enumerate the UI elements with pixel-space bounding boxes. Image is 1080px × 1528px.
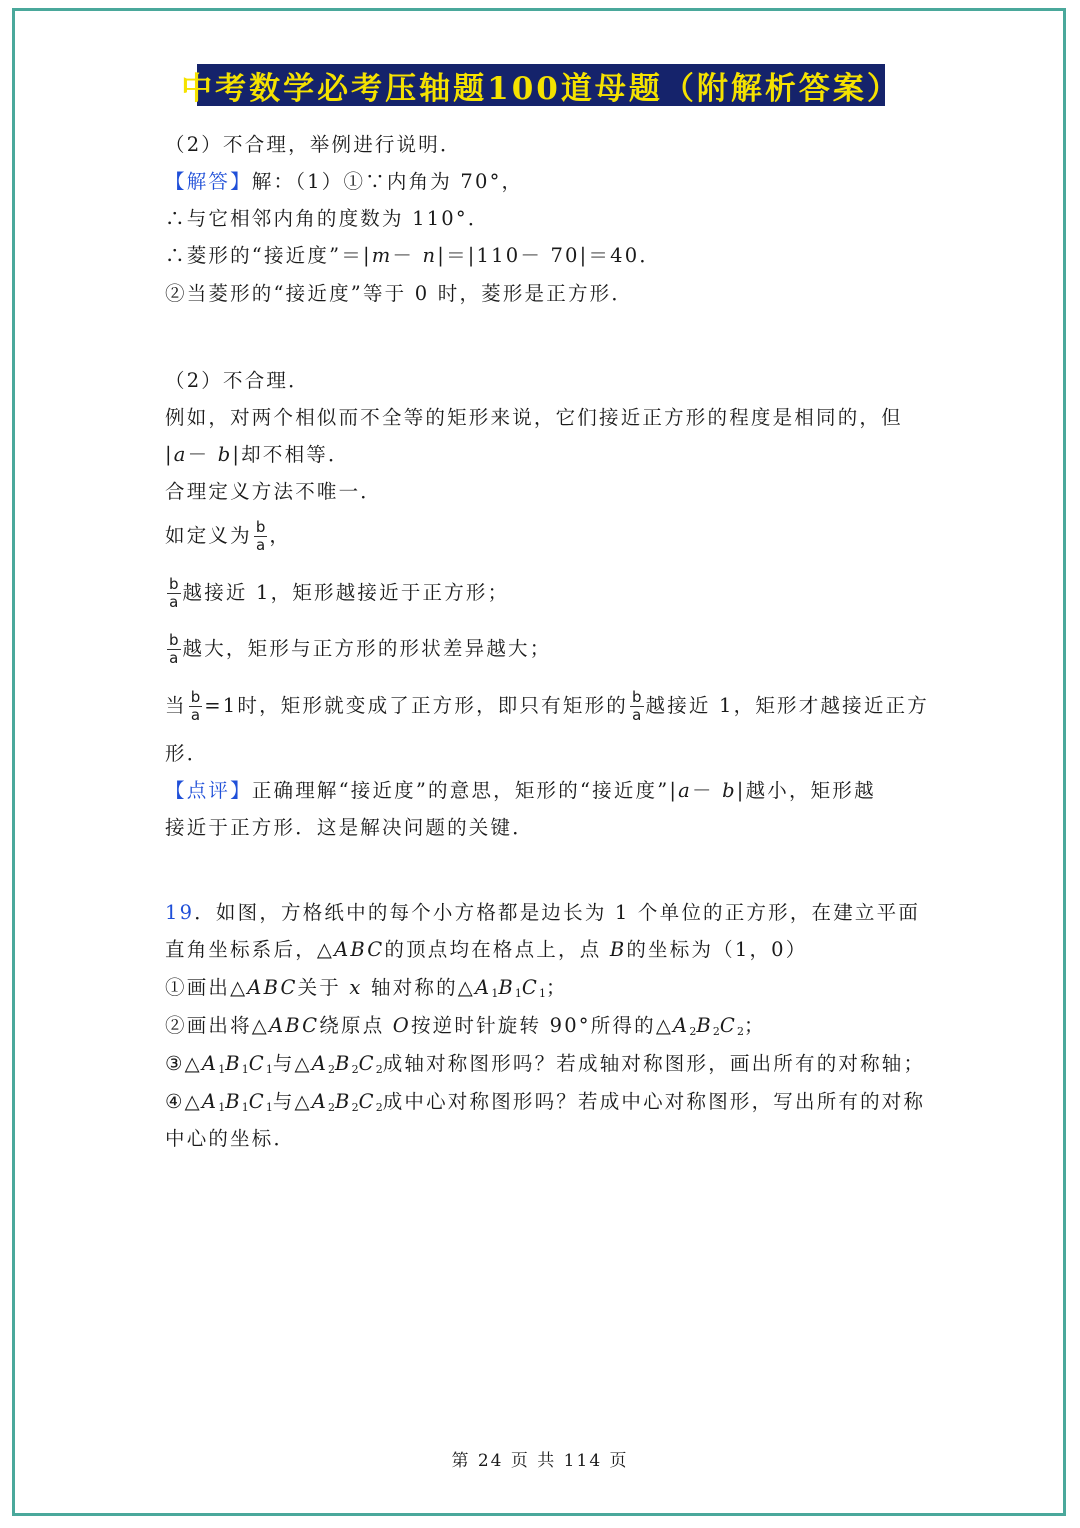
text-line: |a－ b|却不相等．	[165, 443, 350, 466]
text-line: $\frac{b}{a}$ 越接近 1，矩形越接近于正方形；	[169, 575, 510, 611]
text-line: 形．	[165, 742, 209, 765]
text-line: $\frac{b}{a}$ 越大，矩形与正方形的形状差异越大；	[169, 631, 552, 667]
text-line: 例如，对两个相似而不全等的矩形来说，它们接近正方形的程度是相同的，但	[165, 406, 903, 429]
question-line: 19．如图，方格纸中的每个小方格都是边长为 1 个单位的正方形，在建立平面	[165, 901, 921, 924]
text-line: 【点评】正确理解“接近度”的意思，矩形的“接近度”|a－ b|越小，矩形越	[165, 779, 876, 802]
fraction-b-over-a: $\frac{b}{a}$	[169, 631, 179, 667]
question-line: $③\triangle A_1B_1C_1$与$\triangle A_2B_2C_2$成轴对称图形吗？若成轴对称图形，画出所有的对称轴；	[165, 1052, 926, 1076]
text-line: （2）不合理，举例进行说明．	[165, 133, 462, 156]
page-title: 中考数学必考压轴题100道母题（附解析答案）	[197, 64, 885, 106]
fraction-b-over-a: $\frac{b}{a}$	[255, 518, 266, 554]
comment-tag: 【点评】	[165, 779, 252, 802]
question-line: ②画出将△ABC绕原点 O按逆时针旋转 90°所得的$\triangle A_2B_2C_2$；	[165, 1014, 766, 1038]
text-line: 如定义为 $\frac{b}{a}$ ，	[165, 518, 292, 554]
question-line: 直角坐标系后，△ABC的顶点均在格点上，点 B的坐标为（1，0）	[165, 938, 808, 961]
text-line: 合理定义方法不唯一．	[165, 480, 383, 503]
text-line: ②当菱形的“接近度”等于 0 时，菱形是正方形．	[165, 282, 634, 305]
question-line: ①画出△ABC关于 x 轴对称的$\triangle A_1B_1C_1$；	[165, 976, 568, 1000]
question-line: 中心的坐标．	[165, 1127, 296, 1150]
text-line: 当 $\frac{b}{a}$ =1时，矩形就变成了正方形，即只有矩形的 $\frac{b}{a}$ 越接近 1，矩形才越接近正方	[165, 688, 929, 724]
fraction-b-over-a: $\frac{b}{a}$	[169, 575, 179, 611]
fraction-b-over-a: $\frac{b}{a}$	[190, 688, 201, 724]
text-line: ∴与它相邻内角的度数为 110°．	[165, 207, 490, 230]
answer-tag: 【解答】	[165, 170, 252, 193]
text-line: （2）不合理．	[165, 369, 310, 392]
text-line: 【解答】解：（1）①∵内角为 70°，	[165, 170, 524, 193]
fraction-b-over-a: $\frac{b}{a}$	[631, 688, 642, 724]
question-line: $④\triangle A_1B_1C_1$与$\triangle A_2B_2C_2$成中心对称图形吗？若成中心对称图形，写出所有的对称	[165, 1090, 926, 1114]
text-line: ∴菱形的“接近度”＝|m－ n|＝|110－ 70|＝40．	[165, 244, 662, 267]
text-line: 接近于正方形．这是解决问题的关键．	[165, 816, 534, 839]
question-number: 19	[165, 901, 195, 924]
page-footer: 第 24 页 共 114 页	[451, 1451, 629, 1471]
